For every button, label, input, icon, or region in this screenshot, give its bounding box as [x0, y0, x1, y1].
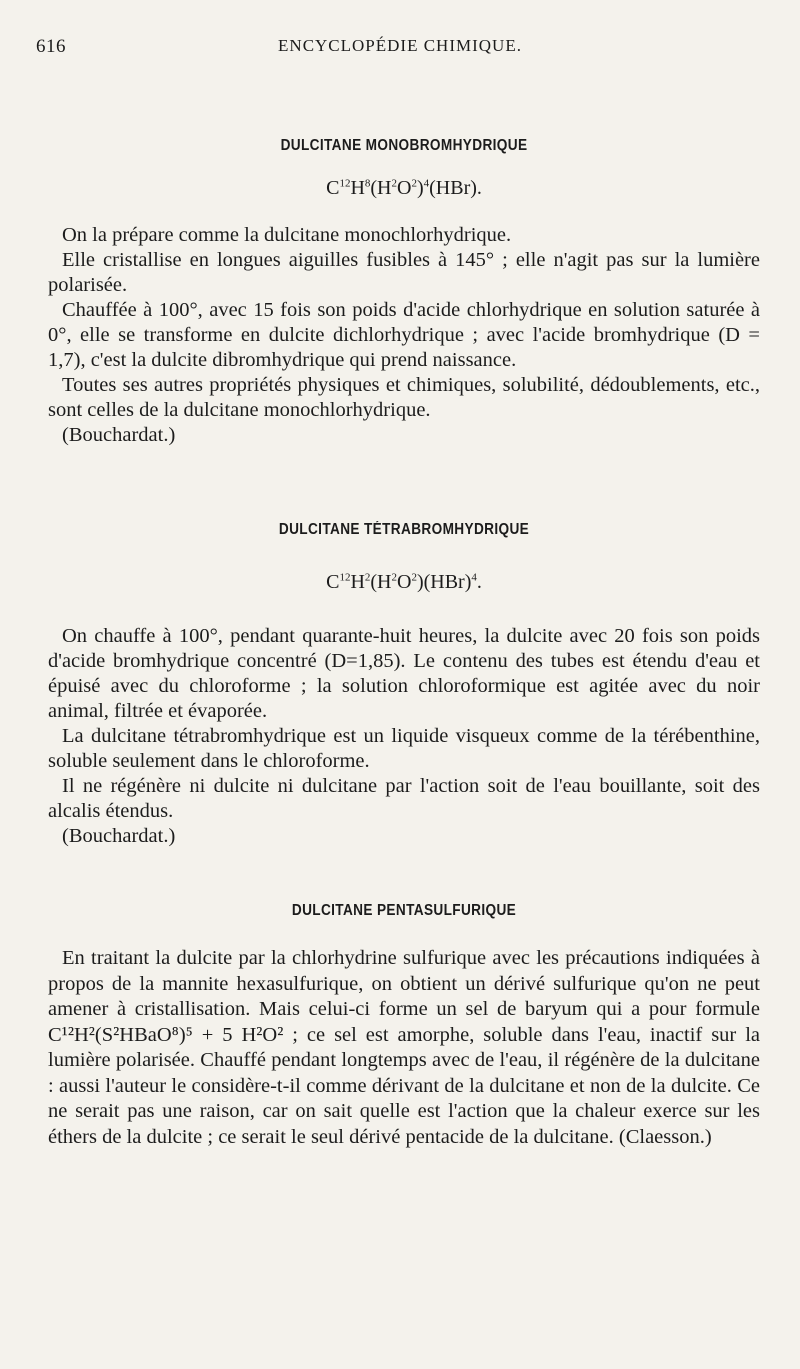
- paragraph: Elle cristallise en longues aiguilles fusibles à 145° ; elle n'agit pas sur la lumière polarisée.: [48, 249, 760, 296]
- paragraph: Chauffée à 100°, avec 15 fois son poids d'acide chlorhydrique en solution saturée à 0°, elle se transforme en dulcite dichlorhydrique ; avec l'acide bromhydrique (D = 1,7), c'est la dulcite dibromhydrique qui prend naissance.: [48, 299, 760, 371]
- citation: (Bouchardat.): [62, 825, 176, 847]
- chemical-formula: $C^{12}H^2(H^2O^2)(HBr)^4$.: [326, 571, 482, 593]
- page-number: 616: [36, 36, 66, 57]
- paragraph: On la prépare comme la dulcitane monochlorhydrique.: [62, 224, 512, 246]
- section-title: DULCITANE TÉTRABROMHYDRIQUE: [278, 521, 530, 538]
- paragraph: Il ne régénère ni dulcite ni dulcitane par l'action soit de l'eau bouillante, soit des alcalis étendus.: [48, 775, 760, 822]
- citation: (Bouchardat.): [62, 424, 176, 446]
- section-monobromhydrique: [48, 137, 760, 448]
- section-pentasulfurique: [48, 902, 760, 1150]
- paragraph: On chauffe à 100°, pendant quarante-huit heures, la dulcite avec 20 fois son poids d'acide bromhydrique concentré (D=1,85). Le contenu des tubes est étendu d'eau et épuisé avec du chloroforme ; la solution chloroformique est agitée avec du noir animal, filtrée et évaporée.: [48, 625, 760, 722]
- paragraph: La dulcitane tétrabromhydrique est un liquide visqueux comme de la térébenthine, soluble seulement dans le chloroforme.: [48, 725, 760, 772]
- section-body: [48, 624, 760, 849]
- section-title: DULCITANE PENTASULFURIQUE: [291, 902, 517, 919]
- page-header: [36, 36, 764, 66]
- section-title: DULCITANE MONOBROMHYDRIQUE: [280, 137, 528, 154]
- chemical-formula: $C^{12}H^8(H^2O^2)^4(HBr)$.: [326, 177, 482, 199]
- section-body: [48, 223, 760, 448]
- paragraph: En traitant la dulcite par la chlorhydrine sulfurique avec les précautions indiquées à propos de la mannite hexasulfurique, on obtient un dérivé sulfurique qu'on ne peut amener à cristallisation. Mais celui-ci forme un sel de baryum qui a pour formule C¹²H²(S²HBaO⁸)⁵ + 5 H²O² ; ce sel est amorphe, soluble dans l'eau, inactif sur la lumière polarisée. Chauffé pendant longtemps avec de l'eau, il régénère de la dulcitane : aussi l'auteur le considère-t-il comme dérivant de la dulcitane et non de la dulcite. Ce ne serait pas une raison, car on sait quelle est l'action que la chaleur exerce sur les éthers de la dulcite ; ce serait le seul dérivé pentacide de la dulcitane. (Claesson.): [48, 947, 760, 1148]
- paragraph: Toutes ses autres propriétés physiques et chimiques, solubilité, dédoublements, etc., sont celles de la dulcitane monochlorhydrique.: [48, 374, 760, 421]
- running-title: ENCYCLOPÉDIE CHIMIQUE.: [278, 36, 522, 55]
- section-tetrabromhydrique: [48, 521, 760, 849]
- section-body: [48, 946, 760, 1150]
